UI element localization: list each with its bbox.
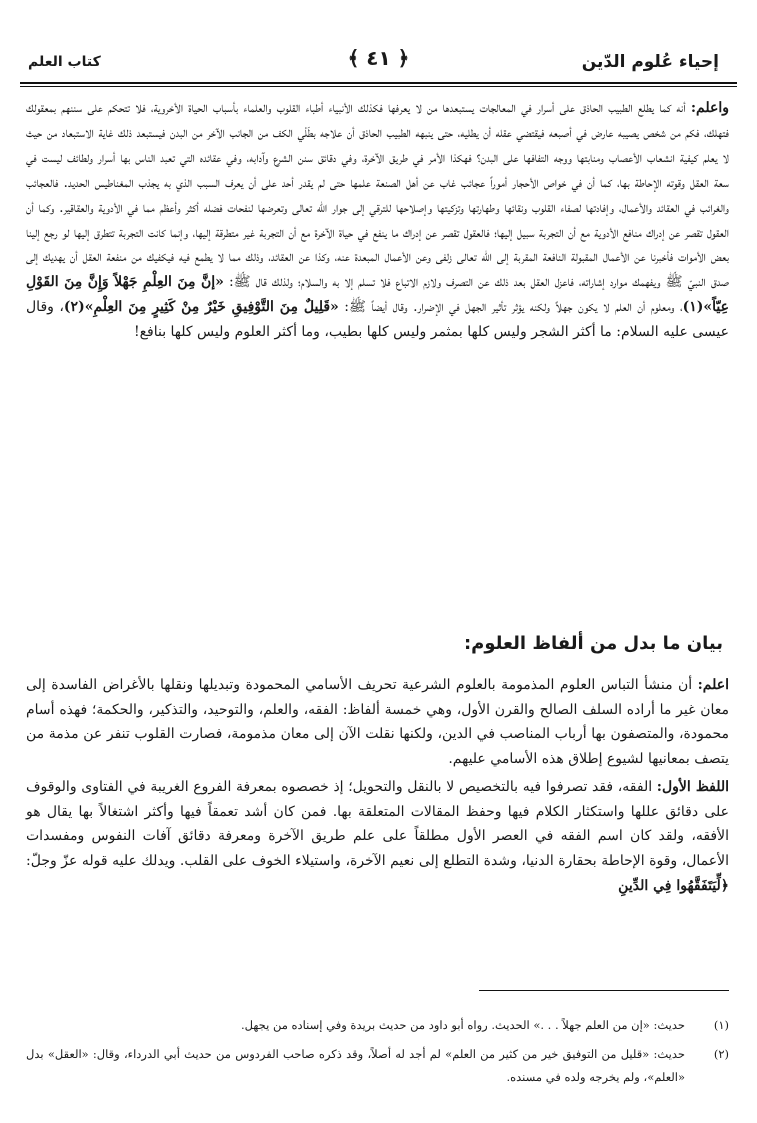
paragraph-lead: اللفظ الأول:	[656, 778, 729, 795]
paragraph-lead: اعلم:	[697, 677, 729, 693]
main-paragraph	[26, 96, 729, 641]
hadith-quote: «إنَّ مِنَ العِلْمِ جَهْلاً وَإِنَّ مِنَ القَوْلِ عِيّاً»(١)	[26, 274, 730, 316]
footnote-separator	[479, 990, 729, 991]
footnote-text: حديث: «إن من العلم جهلاً . . .» الحديث. رواه أبو داود من حديث بريدة وفي إسناده من يجهل.	[241, 1018, 685, 1032]
footnote	[26, 1043, 729, 1089]
header-rule-thin	[20, 86, 737, 87]
page-header	[20, 40, 737, 80]
footnote	[26, 1014, 729, 1037]
footnote-number: (٢)	[713, 1047, 729, 1061]
quran-quote: ﴿لِّيَتَفَقَّهُوا فِي الدِّينِ	[618, 877, 729, 894]
paragraph-text: ، وقال عيسى عليه السلام: ما أكثر الشجر وليس كلها بمثمر وليس كلها بطيب، وما أكثر العلوم وليس كلها بنافع!	[26, 299, 729, 341]
paragraph-text: أن منشأ التباس العلوم المذمومة بالعلوم الشرعية تحريف الأسامي المحمودة وتبديلها ونقلها بالأغراض الفاسدة إلى معان غير ما أراده السلف الصالح والقرن الأول، وهي خمسة ألفاظ: الفقه، والعلم، والتوحيد، والتذكير، والحكمة؛ فهذه أسام محمودة، والمتصفون بها أرباب المناصب في الدين، ولكنها نقلت الآن إلى معان مذمومة، فصارت القلوب تنفر عن مذمة من يتصف بمعانيها لشيوع إطلاق هذه الأسامي عليهم.	[26, 677, 729, 768]
footnotes	[26, 1014, 729, 1089]
paragraph-lead: واعلم:	[690, 100, 729, 116]
running-book-title: إحياء عُلوم الدّين	[581, 52, 719, 72]
paragraph	[26, 96, 729, 345]
footnote-text: حديث: «قليل من التوفيق خير من كثير من العلم» لم أجد له أصلاً، وقد ذكره صاحب الفردوس من حديث أبي الدرداء، وقال: «العقل» بدل «العلم»، ولم يخرجه ولده في مسنده.	[26, 1047, 685, 1084]
page-number: ﴿ ٤١ ﴾	[347, 46, 410, 70]
section-body	[26, 673, 729, 973]
header-rule-thick	[20, 82, 737, 84]
running-chapter-title: كتاب العلم	[28, 54, 101, 70]
paragraph-text: أنه كما يطلع الطبيب الحاذق على أسرار في المعالجات يستبعدها من لا يعرفها فكذلك الأنبياء أطباء القلوب والعلماء بأسباب الحياة الأخروية، فلا تتحكم على سننهم بمعقولك فتهلك، فكم من شخص يصيبه عارض في أصبعه فيقتضي عقله أن يطليه، حتى ينبهه الطبيب الحاذق أن علاجه بطَلْي الكف من الجانب الآخر من البدن فيستبعد ذلك غاية الاستبعاد من حيث لا يعلم كيفية انشعاب الأعصاب ومنابتها ووجه التفافها على البدن؟ فهكذا الأمر في طريق الآخرة، وفي دقائق سنن الشرع وآدابه، وفي عقائده التي تعبد الناس بها أسرار ولطائف ليست في سعة العقل وقوته الإحاطة بها، كما أن في خواص الأحجار أموراً عجائب غاب عن أهل الصنعة علمها حتى لم يقدر أحد على أن يعرف السبب الذي به يجذب المغناطيس الحديد. فالعجائب والغرائب في العقائد والأعمال، وإفادتها لصفاء القلوب ونقائها وطهارتها وتزكيتها وإصلاحها للترقي إلى جوار الله تعالى وتعرضها لنفحات فضله أكثر وأعظم مما في الأدوية والعقاقير. وكما أن العقول تقصر عن إدراك منافع الأدوية مع أن التجربة سبيل إليها؛ فالعقول تقصر عن إدراك ما ينفع في حياة الآخرة مع أن التجربة غير متطرقة إليها، وإنما كانت التجربة تتطرق إليها لو رجع إلينا بعض الأموات فأخبرنا عن الأعمال المقبولة النافعة المقربة إلى الله تعالى زلفى وعن الأعمال المبعدة عنه، وكذا عن العقائد، وذلك مما لا يطمع فيه فيكفيك من منفعة العقل أن يهديك إلى صدق النبيّ ﷺ ويفهمك موارد إشاراته، فاعزل العقل بعد ذلك عن التصرف ولازم الاتباع فلا تسلم إلا به والسلام؛ ولذلك قال ﷺ:	[25, 100, 729, 291]
paragraph	[26, 673, 729, 772]
hadith-quote: «قَلِيلٌ مِنَ التَّوْفِيقِ خَيْرٌ مِنْ كَثِيرٍ مِنَ العِلْمِ»(٢)	[63, 299, 339, 316]
paragraph-text: الفقه، فقد تصرفوا فيه بالتخصيص لا بالنقل والتحويل؛ إذ خصصوه بمعرفة الفروع الغريبة في الفتاوى والوقوف على دقائق عللها واستكثار الكلام فيها وحفظ المقالات المتعلقة بها. فمن كان أشد تعمقاً فيها وأكثر اشتغالاً بها يقال هو الأفقه، ولقد كان اسم الفقه في العصر الأول مطلقاً على علم طريق الآخرة ومعرفة دقائق آفات النفوس ومفسدات الأعمال، وقوة الإحاطة بحقارة الدنيا، وشدة التطلع إلى نعيم الآخرة، واستيلاء الخوف على القلب. ويدلك عليه قوله عزّ وجلّ:	[26, 778, 729, 869]
footnote-number: (١)	[713, 1018, 729, 1032]
section-heading: بيان ما بدل من ألفاظ العلوم:	[463, 633, 723, 654]
paragraph	[26, 775, 729, 899]
paragraph-text: ، ومعلوم أن العلم لا يكون جهلاً ولكنه يؤثر تأثير الجهل في الإضرار. وقال أيضاً ﷺ:	[338, 299, 683, 316]
